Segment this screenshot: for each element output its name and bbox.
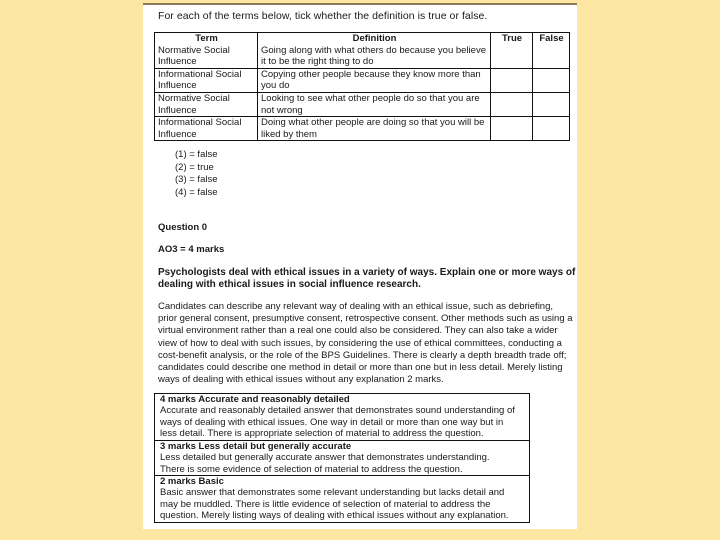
term-cell: Informational Social Influence [155, 117, 258, 141]
mark-band-2 [155, 476, 529, 522]
definition-header: Definition [352, 33, 397, 44]
document-page [143, 3, 577, 529]
instruction-text: For each of the terms below, tick whether the definition is true or false. [158, 10, 488, 22]
band-line: Accurate and reasonably detailed answer that demonstrates sound understanding of [160, 405, 515, 417]
table-row [155, 33, 570, 69]
mark-band-4 [155, 394, 529, 441]
question-title: Question 0 [158, 222, 208, 233]
guidance-line: candidates could describe one method in detail or more than one but in less detail. Merely listing [158, 362, 563, 374]
term-cell: Informational Social Influence [155, 68, 258, 92]
table-row [155, 68, 570, 92]
band-line: Basic answer that demonstrates some relevant understanding but lacks detail and [160, 487, 505, 499]
guidance-line: view of how to deal with such issues, by considering the use of ethical committees, conducting a [158, 337, 562, 349]
answer-item: (1) = false [175, 149, 218, 160]
definition-cell: Looking to see what other people do so that you are not wrong [258, 92, 491, 116]
definition-cell [258, 33, 491, 69]
marks-allocation: AO3 = 4 marks [158, 244, 225, 255]
band-title: 3 marks Less detail but generally accurate [160, 441, 352, 452]
true-cell[interactable] [491, 117, 533, 141]
table-row [155, 92, 570, 116]
definition-cell: Doing what other people are doing so that you will be liked by them [258, 117, 491, 141]
mark-scheme-box [154, 393, 530, 523]
term-cell: Normative Social Influence [155, 92, 258, 116]
table-row [155, 117, 570, 141]
true-header: True [501, 33, 523, 44]
true-cell[interactable] [491, 92, 533, 116]
band-line: Less detailed but generally accurate answer that demonstrates understanding. [160, 452, 490, 464]
marking-guidance [158, 301, 577, 386]
term-text: Normative Social Influence [158, 44, 230, 68]
band-line: question. Merely listing ways of dealing with ethical issues without any explanation. [160, 509, 509, 521]
false-cell[interactable] [533, 33, 570, 69]
definition-cell: Copying other people because they know more than you do [258, 68, 491, 92]
true-cell[interactable] [491, 33, 533, 69]
answer-key [175, 149, 218, 199]
mark-band-3 [155, 441, 529, 476]
definition-text: Going along with what others do because you believe it to be the right thing to do [261, 44, 486, 68]
guidance-line: prior general consent, presumptive consent, retrospective consent. Other methods such as using a [158, 313, 573, 325]
guidance-line: virtual environment rather than a real one could also be considered. They can also take a wider [158, 325, 558, 337]
term-cell [155, 33, 258, 69]
false-cell[interactable] [533, 92, 570, 116]
answer-item: (4) = false [175, 186, 218, 198]
question-prompt: Psychologists deal with ethical issues in a variety of ways. Explain one or more ways of dealing with ethical issues in social influence research. [158, 267, 576, 290]
false-cell[interactable] [533, 68, 570, 92]
term-header: Term [195, 33, 218, 44]
guidance-line: cost-benefit analysis, or the role of the BPS Guidelines. There is clearly a depth breadth trade off; [158, 349, 567, 361]
true-cell[interactable] [491, 68, 533, 92]
false-header: False [539, 33, 564, 44]
answer-item: (3) = false [175, 174, 218, 185]
answer-item: (2) = true [175, 161, 214, 173]
false-cell[interactable] [533, 117, 570, 141]
guidance-line: ways of dealing with ethical issues without any explanation 2 marks. [158, 374, 444, 386]
band-line: may be muddled. There is little evidence of selection of material to address the [160, 498, 491, 510]
band-title: 2 marks Basic [160, 476, 224, 487]
band-line: There is some evidence of selection of material to address the question. [160, 463, 463, 475]
band-title: 4 marks Accurate and reasonably detailed [160, 394, 350, 405]
terms-table [154, 32, 570, 141]
band-line: ways of dealing with ethical issues. One way in detail or more than one way but in [160, 416, 504, 428]
guidance-line: Candidates can describe any relevant way of dealing with an ethical issue, such as debriefing, [158, 301, 554, 312]
band-line: less detail. There is appropriate selection of material to address the question. [160, 427, 484, 439]
